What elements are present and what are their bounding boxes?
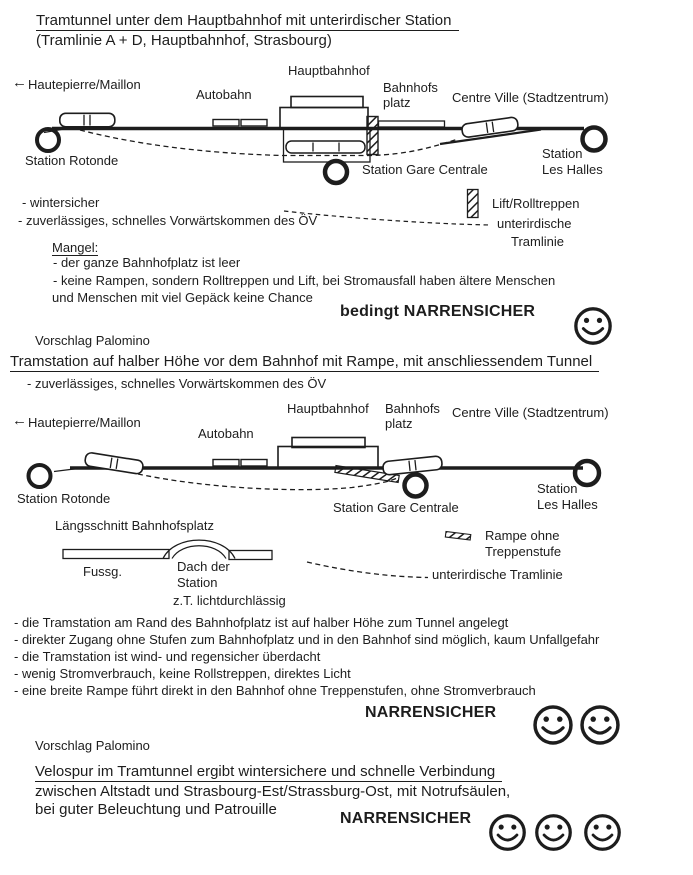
label-station-les-halles-2: Les Halles [542,162,603,177]
label-hauptbahnhof: Hauptbahnhof [287,401,369,416]
benefit-item: - die Tramstation am Rand des Bahnhofplatz ist auf halber Höhe zum Tunnel angelegt [14,615,509,630]
legend-dashed-leader [284,211,491,225]
proposal1-intro: Vorschlag Palomino [35,333,150,348]
benefit-item: - wenig Stromverbrauch, keine Rollstreppen, direktes Licht [14,666,351,681]
label-station-les-halles: Station [542,146,583,161]
legend-lift-label: Lift/Rolltreppen [492,196,580,211]
left-arrow-icon: ← [12,74,27,91]
pro-zuverlaessig: - zuverlässiges, schnelles Vorwärtskommen des ÖV [18,213,318,228]
smiley-icon [531,703,575,747]
label-roof-3: z.T. lichtdurchlässig [173,593,286,608]
station-circle-rotonde [29,465,51,487]
verdict-bedingt-narrensicher: bedingt NARRENSICHER [340,303,536,320]
label-fussgaenger: Fussg. [83,564,123,579]
cross-section-title: Längsschnitt Bahnhofsplatz [55,518,214,533]
station-circle-gare-centrale [405,475,427,497]
label-station-rotonde: Station Rotonde [17,491,111,506]
verdict-narrensicher-3: NARRENSICHER [340,810,472,827]
smiley-icon [578,703,622,747]
pro-wintersicher: - wintersicher [22,195,100,210]
roof-arch-inner [172,546,226,559]
label-autobahn: Autobahn [198,426,254,441]
autobahn-marker [213,460,267,467]
page-title: Tramtunnel unter dem Hauptbahnhof mit unterirdischer Station [36,13,459,31]
proposal1-title: Tramstation auf halber Höhe vor dem Bahnhof mit Rampe, mit anschliessendem Tunnel [10,354,599,372]
smiley-icon [533,812,574,853]
label-hauptbahnhof: Hauptbahnhof [288,63,370,78]
proposal2-intro: Vorschlag Palomino [35,738,150,753]
label-autobahn: Autobahn [196,87,252,102]
label-hautepierre-maillon: Hautepierre/Maillon [28,77,141,92]
tram-icon-half-height [382,456,442,476]
label-centre-ville: Centre Ville (Stadtzentrum) [452,405,609,420]
proposal2-title: Velospur im Tramtunnel ergibt wintersichere und schnelle Verbindung [35,764,502,782]
label-bahnhofsplatz-2: platz [383,95,411,110]
label-bahnhofsplatz-2: platz [385,416,413,431]
legend-lift-hatch [468,190,479,218]
proposal1-pro: - zuverlässiges, schnelles Vorwärtskommen des ÖV [27,376,327,391]
label-roof: Dach der [177,559,230,574]
proposal2-line3: bei guter Beleuchtung und Patrouille [35,801,277,818]
legend-dashed-leader [307,562,428,578]
tram-icon-underground [286,141,365,153]
benefit-item: - direkter Zugang ohne Stufen zum Bahnhofplatz und in den Bahnhof sind möglich, kaum Unfallgefahr [14,632,600,647]
benefit-item: - eine breite Rampe führt direkt in den Bahnhof ohne Treppenstufen, ohne Stromverbrauch [14,683,536,698]
label-bahnhofsplatz: Bahnhofs [383,80,438,95]
label-roof-2: Station [177,575,218,590]
smiley-icon [582,812,623,853]
hauptbahnhof-building [280,97,368,129]
left-arrow-icon: ← [12,412,27,429]
station-circle-les-halles [583,128,606,151]
label-station-rotonde: Station Rotonde [25,153,119,168]
platform-strip [379,121,445,127]
smiley-icon [487,812,528,853]
legend-ramp-label-2: Treppenstufe [485,544,562,559]
station-circle-les-halles [575,461,599,485]
tunnel-dashed-line [80,130,458,156]
tram-icon-descending [84,452,143,474]
mangel-item-1: - der ganze Bahnhofplatz ist leer [53,255,241,270]
mangel-heading: Mangel: [52,240,99,255]
benefit-item: - die Tramstation ist wind- und regensicher überdacht [14,649,321,664]
label-centre-ville: Centre Ville (Stadtzentrum) [452,90,609,105]
page-subtitle: (Tramlinie A + D, Hauptbahnhof, Strasbourg) [36,32,332,49]
verdict-narrensicher-2: NARRENSICHER [365,704,497,721]
label-hautepierre-maillon: Hautepierre/Maillon [28,415,141,430]
mangel-item-2-cont: und Menschen mit viel Gepäck keine Chance [52,290,313,305]
tram-icon-surface-left [60,113,115,127]
label-station-les-halles-2: Les Halles [537,497,598,512]
legend-graphics-1 [0,188,693,258]
smiley-icon [572,305,614,347]
legend-underground-label: unterirdische [497,216,572,231]
proposal2-line2: zwischen Altstadt und Strasbourg-Est/Strassburg-Ost, mit Notrufsäulen, [35,783,511,800]
mangel-item-2: - keine Rampen, sondern Rolltreppen und Lift, bei Stromausfall haben ältere Menschen [53,273,556,288]
walkway-left [63,550,169,559]
legend-underground-label: unterirdische Tramlinie [432,567,563,582]
legend-ramp-symbol [445,532,470,541]
label-bahnhofsplatz: Bahnhofs [385,401,440,416]
label-station-gare-centrale: Station Gare Centrale [362,162,488,177]
legend-underground-label-2: Tramlinie [511,234,564,249]
lift-shaft-hatch [367,117,378,155]
label-station-gare-centrale: Station Gare Centrale [333,500,459,515]
autobahn-marker [213,120,267,127]
label-station-les-halles: Station [537,481,578,496]
legend-ramp-label: Rampe ohne [485,528,560,543]
hauptbahnhof-building [278,438,378,468]
station-circle-gare-centrale [325,161,347,183]
